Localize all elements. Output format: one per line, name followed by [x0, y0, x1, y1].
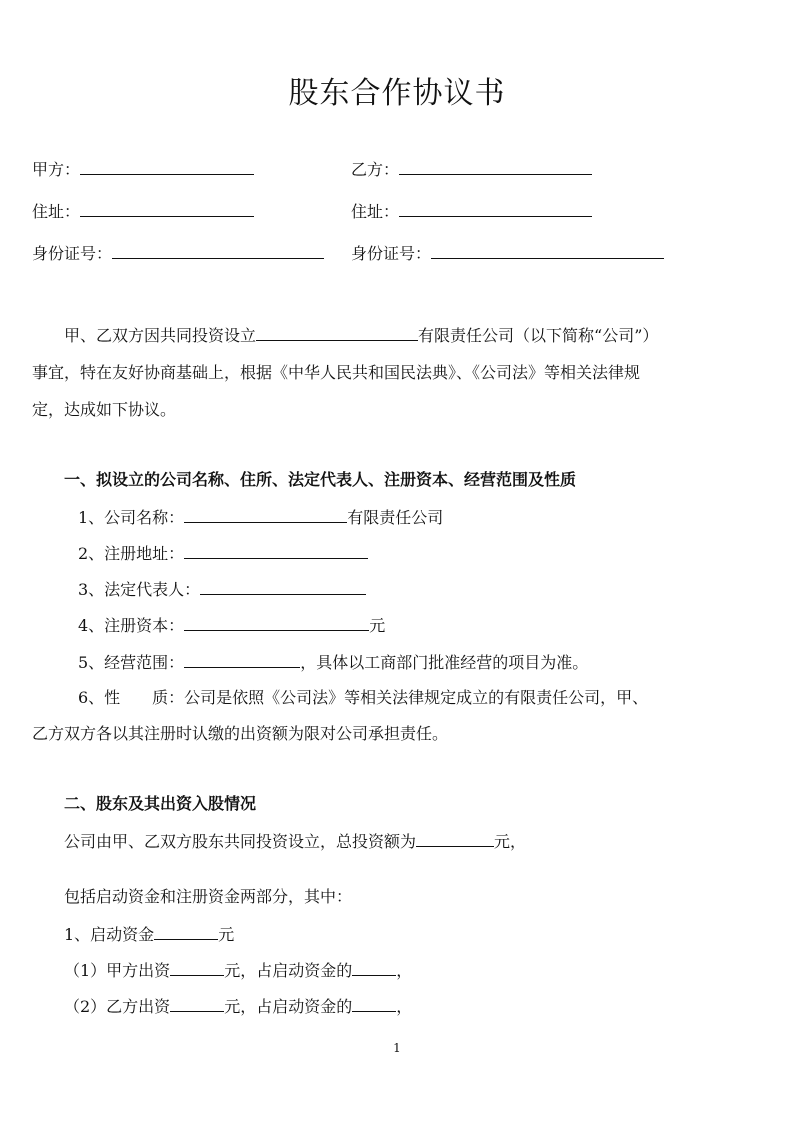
- party-b-blank[interactable]: [399, 157, 592, 175]
- s2-item-1: [64, 922, 234, 947]
- s1-item-6-cont: 乙方双方各以其注册时认缴的出资额为限对公司承担责任。: [32, 724, 449, 743]
- b-contribution-end: ，: [396, 997, 413, 1016]
- s1-item-3-label: 3、法定代表人：: [78, 580, 201, 599]
- s1-company-name-blank[interactable]: [184, 505, 347, 523]
- s1-address-blank[interactable]: [184, 541, 368, 559]
- party-a-blank[interactable]: [80, 157, 254, 175]
- address-b-blank[interactable]: [399, 199, 592, 217]
- intro-text-a: 甲、乙双方因共同投资设立: [64, 326, 257, 345]
- intro-line-2: 事宜，特在友好协商基础上，根据《中华人民共和国民法典》、《公司法》等相关法律规: [32, 363, 641, 382]
- a-contribution-end: ，: [396, 961, 413, 980]
- id-a-label: 身份证号：: [32, 244, 113, 263]
- s2-item-1-suffix: 元: [218, 925, 235, 944]
- s1-capital-blank[interactable]: [184, 613, 369, 631]
- address-a-label: 住址：: [32, 202, 81, 221]
- s1-item-4: [78, 613, 385, 638]
- id-b-line: [351, 241, 664, 266]
- address-a-line: [32, 199, 254, 224]
- s1-item-5: [78, 650, 588, 675]
- document-title: 股东合作协议书: [288, 76, 506, 111]
- a-contribution-amount-blank[interactable]: [170, 958, 224, 976]
- s2-para-1-text: 公司由甲、乙双方股东共同投资设立，总投资额为: [64, 832, 417, 851]
- a-contribution-label: （1）甲方出资: [64, 961, 171, 980]
- b-contribution-label: （2）乙方出资: [64, 997, 171, 1016]
- section-1-heading: 一、拟设立的公司名称、住所、法定代表人、注册资本、经营范围及性质: [64, 470, 577, 489]
- s2-para-1: [64, 829, 526, 854]
- b-contribution-percent-blank[interactable]: [352, 994, 396, 1012]
- party-b-line: [351, 157, 592, 182]
- s1-item-2-label: 2、注册地址：: [78, 544, 185, 563]
- b-contribution-amount-blank[interactable]: [170, 994, 224, 1012]
- s1-scope-blank[interactable]: [184, 650, 300, 668]
- party-b-label: 乙方：: [351, 160, 400, 179]
- s1-item-4-suffix: 元: [369, 616, 386, 635]
- address-a-blank[interactable]: [80, 199, 254, 217]
- party-a-line: [32, 157, 254, 182]
- s1-representative-blank[interactable]: [200, 577, 366, 595]
- a-contribution-percent-blank[interactable]: [352, 958, 396, 976]
- intro-line-3: 定，达成如下协议。: [32, 400, 177, 419]
- section-2-heading: 二、股东及其出资入股情况: [64, 794, 257, 813]
- s1-item-3: [78, 577, 366, 602]
- startup-fund-blank[interactable]: [154, 922, 218, 940]
- intro-text-b: 有限责任公司（以下简称“公司”）: [418, 326, 659, 345]
- id-a-blank[interactable]: [112, 241, 324, 259]
- page-number: 1: [393, 1041, 401, 1055]
- b-contribution-mid: 元，占启动资金的: [224, 997, 353, 1016]
- s2-item-1-label: 1、启动资金: [64, 925, 155, 944]
- s1-item-1: [78, 505, 443, 530]
- s2-para-1-suffix: 元，: [494, 832, 527, 851]
- s2-b-contribution: [64, 994, 412, 1019]
- address-b-label: 住址：: [351, 202, 400, 221]
- s1-item-6: 6、性 质：公司是依照《公司法》等相关法律规定成立的有限责任公司，甲、: [78, 688, 649, 707]
- s1-item-5-suffix: ，具体以工商部门批准经营的项目为准。: [300, 653, 589, 672]
- a-contribution-mid: 元，占启动资金的: [224, 961, 353, 980]
- s1-item-1-label: 1、公司名称：: [78, 508, 185, 527]
- s1-item-1-suffix: 有限责任公司: [347, 508, 444, 527]
- total-investment-blank[interactable]: [416, 829, 494, 847]
- company-name-blank[interactable]: [256, 323, 418, 341]
- party-a-label: 甲方：: [32, 160, 81, 179]
- id-a-line: [32, 241, 324, 266]
- s1-item-4-label: 4、注册资本：: [78, 616, 185, 635]
- id-b-blank[interactable]: [431, 241, 664, 259]
- address-b-line: [351, 199, 592, 224]
- s1-item-5-label: 5、经营范围：: [78, 653, 185, 672]
- s1-item-2: [78, 541, 368, 566]
- s2-para-2: 包括启动资金和注册资金两部分，其中：: [64, 887, 353, 906]
- s2-a-contribution: [64, 958, 412, 983]
- intro-line-1: [64, 323, 658, 348]
- id-b-label: 身份证号：: [351, 244, 432, 263]
